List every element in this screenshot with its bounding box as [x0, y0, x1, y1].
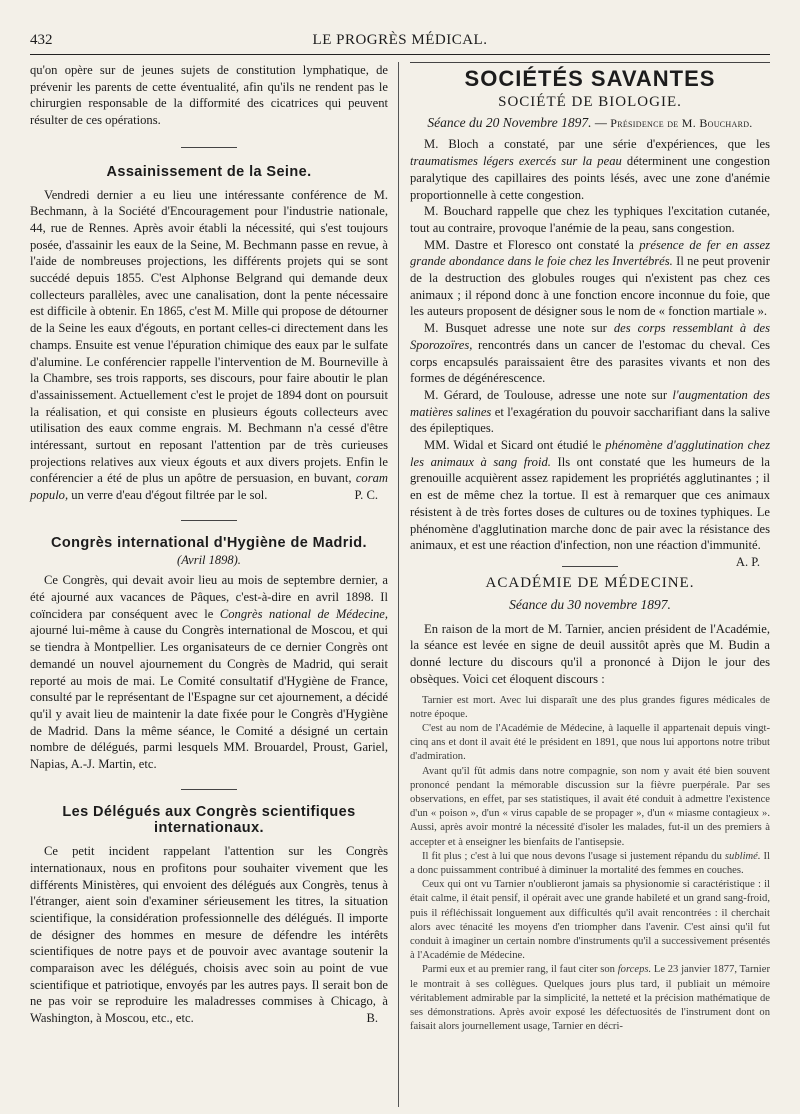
section-separator [181, 789, 237, 790]
biologie-p5: M. Gérard, de Toulouse, adresse une note sur l'augmentation des matières salines et l'exagération du pouvoir saccharifiant dans la salive des épileptiques. [410, 387, 771, 436]
right-column [410, 62, 770, 1034]
biologie-p6: MM. Widal et Sicard ont étudié le phénomène d'agglutination chez les animaux à sang froid. Ils ont constaté que les humeurs de la grenouille acquièrent assez rapidement les propriétés agglutinantes ; il en est de même chez la tortue. Il est à remarquer que ces animaux résistent à de très fortes doses de cultures ou de toxines typhiques. Le phénomène d'agglutination marche donc de pair avec la résistance des animaux, et est une réaction d'infection, non une réaction d'immunité. A. P. [410, 438, 770, 569]
title-rule [410, 62, 770, 63]
delegues-paragraph: Ce petit incident rappelant l'attention sur les Congrès internationaux, nous en profitons pour souhaiter vivement que les différents Ministères, qui envoient des délégués aux Congrès, tenus à l'étranger, aient soin d'examiner sérieusement les titres, la situation scientifique, la considération professionnelle des délégués. Il importe de désigner des hommes en mesure de défendre les intérêts scientifiques de notre pays et de pouvoir avec avantage soutenir la comparaison avec les délégués, choisis avec soin au point de vue scientifique et patriotique, envoyés par les autres pays. Il serait bon de ne pas voir se reproduire les maladresses commises à Chicago, à Washington, à Moscou, etc., etc. B. [30, 844, 388, 1026]
biologie-p1: M. Bloch a constaté, par une série d'expériences, que les traumatismes légers exercés sur la peau déterminent une congestion paralytique des capillaires des points lésés, avec une zone d'anémie proportionnelle à cette congestion. [410, 137, 770, 202]
discours-quote [410, 694, 770, 1035]
quote-p4: Il fit plus ; c'est à lui que nous devons l'usage si justement répandu du sublimé. Il a donc puissamment contribué à diminuer la mortalité des femmes en couches. [410, 850, 770, 876]
madrid-subtitle: (Avril 1898). [177, 552, 241, 567]
assainissement-paragraph: Vendredi dernier a eu lieu une intéressante conférence de M. Bechmann, à la Société d'Encouragement pour l'industrie nationale, 44, rue de Rennes. Après avoir établi la nécessité, qui s'est toujours posée, d'assainir les eaux de la Seine, M. Bechmann passe en revue, à l'aide de nombreuses projections, les différents projets qui se sont succédé depuis 1855. C'est Alphonse Belgrand qui demande deux collecteurs parallèles, avec une canalisation, dont la pente nécessaire est difficile à obtenir. En 1865, c'est M. Mille qui propose de détourner de la Seine les eaux d'égouts, en portant celles-ci directement dans les champs. Ensuite est venue l'épuration chimique des eaux par le sulfate d'alumine. Le conférencier rappelle l'intervention de M. Bourneville à la Chambre, ses trois rapports, ses discours, pour faire aboutir le plan d'assainissement. Actuellement c'est le projet de 1894 dont on poursuit la réalisation, et qui consiste en plusieurs égouts collecteurs avec utilisation des eaux comme engrais. M. Bechmann n'a cessé d'être intéressant, surtout en reposant l'attention par de très curieuses projections relatives aux vieux égouts et aux divers projets. Enfin le conférencier a été de plus un apôtre de persuasion, en buvant, coram populo, un verre d'eau d'égout filtrée par le sol. P. C. [30, 187, 388, 503]
academie-title: ACADÉMIE DE MÉDECINE. [485, 574, 695, 591]
page-number: 432 [30, 32, 53, 48]
madrid-title: Congrès international d'Hygiène de Madrid. [51, 534, 367, 551]
section-separator [562, 566, 618, 567]
biologie-title: SOCIÉTÉ DE BIOLOGIE. [498, 93, 682, 110]
quote-p1: Tarnier est mort. Avec lui disparaît une des plus grandes figures médicales de notre époque. [410, 694, 770, 720]
assainissement-signature: P. C. [354, 488, 378, 503]
societes-savantes-title: SOCIÉTÉS SAVANTES [464, 66, 716, 91]
biologie-p3: MM. Dastre et Floresco ont constaté la présence de fer en assez grande abondance dans le foie chez les Invertébrés. Il ne peut provenir de la destruction des globules rouges qui n'existent pas chez ces animaux ; il répond donc à une fonction encore inconnue du foie, que les auteurs proposent de désigner sous le nom de « fonction martiale ». [410, 237, 771, 319]
biologie-p2: M. Bouchard rappelle que chez les typhiques l'excitation cutanée, tout au contraire, provoque l'anémie de la peau, sans congestion. [410, 204, 770, 235]
quote-p6: Parmi eux et au premier rang, il faut citer son forceps. Le 23 janvier 1877, Tarnier le montrait à ses collègues. Quelques jours plus tard, il publiait un mémoire véritablement admirable par la simplicité, la netteté et la précision mathématique de ses démonstrations. Après avoir exposé les défectuosités de l'instrument dont on faisait alors journellement usage, Tarnier en décri- [410, 964, 770, 1033]
academie-p1: En raison de la mort de M. Tarnier, ancien président de l'Académie, la séance est levée en signe de deuil aussitôt après que M. Budin a donné lecture du discours qu'il a prononcé à Dijon le jour des obsèques. Voici cet éloquent discours : [410, 621, 770, 686]
page-header [30, 30, 770, 55]
quote-p5: Ceux qui ont vu Tarnier n'oublieront jamais sa physionomie si caractéristique : il était calme, il était pensif, il opérait avec une grande habileté et un grand sang-froid, puis il réfléchissait longuement aux difficultés qu'il avait rencontrées : il cherchait alors avec ténacité les moyens d'en triompher dans l'avenir. C'est ainsi qu'il fut conduit à imaginer un certain nombre d'instruments qu'il a successivement présentés à l'Académie de Médecine. [410, 879, 770, 962]
biologie-seance: Séance du 20 Novembre 1897. — Présidence de M. Bouchard. [427, 115, 753, 131]
quote-p3: Avant qu'il fût admis dans notre compagnie, son nom y avait été bien souvent prononcé pendant la mémorable discussion sur la fièvre puerpérale. Par ses observations, en effet, par ses statistiques, il avait été conduit à admettre l'existence d'un « poison », d'un « virus capable de se propager », d'un « miasme contagieux ». Aussi, après avoir montré la nécessité d'isoler les malades, fut-il un des premiers à accepter et à enseigner les bienfaits de l'antisepsie. [410, 765, 770, 848]
section-separator [181, 520, 237, 521]
academie-seance: Séance du 30 novembre 1897. [509, 596, 671, 612]
column-divider [398, 62, 399, 1107]
left-column [30, 62, 388, 1027]
delegues-title: Les Délégués aux Congrès scientifiques internationaux. [62, 803, 356, 837]
assainissement-title: Assainissement de la Seine. [106, 163, 312, 180]
quote-p2: C'est au nom de l'Académie de Médecine, à laquelle il appartenait depuis vingt-cinq ans et dont il avait été le président en 1891, que nous lui apportons notre tribut d'admiration. [410, 722, 770, 763]
biologie-signature: A. P. [735, 554, 760, 569]
biologie-p4: M. Busquet adresse une note sur des corps ressemblant à des Sporozoïres, rencontrés dans un cancer de l'estomac du cheval. Ces corps encapsulés paraissaient être des parasites vivants et non des formes de dégénérescence. [410, 321, 771, 386]
delegues-signature: B. [366, 1011, 378, 1026]
section-separator [181, 147, 237, 148]
intro-paragraph: qu'on opère sur de jeunes sujets de constitution lymphatique, de prévenir les parents de cette éventualité, afin qu'ils ne rendent pas le chirurgien responsable de la difformité des cicatrices qui peuvent résulter de ces opérations. [30, 63, 388, 128]
journal-title: LE PROGRÈS MÉDICAL. [312, 32, 488, 48]
madrid-paragraph: Ce Congrès, qui devait avoir lieu au mois de septembre dernier, a été ajourné aux vacances de Pâques, c'est-à-dire en avril 1898. Il coïncidera par conséquent avec le Congrès national de Médecine, ajourné lui-même à cause du Congrès international de Moscou, et qui se tiendra à Montpellier. Les organisateurs de ce dernier Congrès ont demandé un nouvel ajournement du Congrès de Madrid, qui serait reporté au mois de mai. Le Comité consultatif d'Hygiène de France, consulté par le représentant de l'Espagne sur cet ajournement, a décidé qu'il y avait lieu de maintenir la date fixée pour le Congrès d'Hygiène de Madrid. Dans la même séance, le Comité a désigné un certain nombre de délégués, parmi lesquels MM. Brouardel, Proust, Gariel, Napias, A.-J. Martin, etc. [30, 573, 388, 772]
